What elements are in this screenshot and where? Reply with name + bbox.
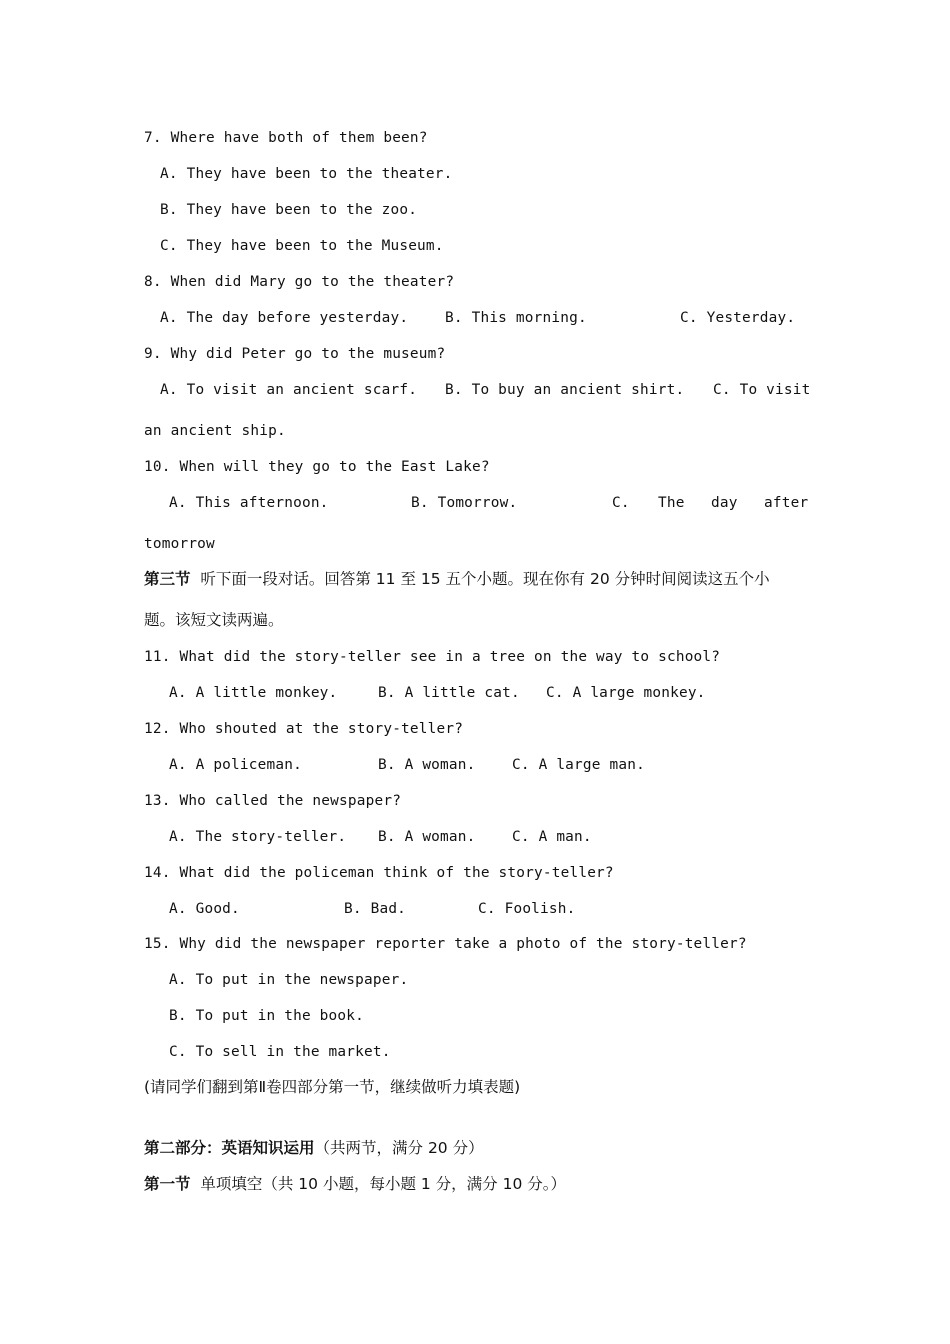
- section-1-heading: 第一节: [144, 1175, 191, 1193]
- question-11: 11. What did the story-teller see in a tree on the way to school?: [144, 649, 721, 665]
- question-12: 12. Who shouted at the story-teller?: [144, 721, 464, 737]
- option-15b: B. To put in the book.: [169, 1008, 365, 1024]
- option-11c: C. A large monkey.: [546, 685, 706, 701]
- option-12b: B. A woman.: [378, 757, 476, 773]
- option-13a: A. The story-teller.: [169, 829, 347, 845]
- option-14a: A. Good.: [169, 901, 240, 917]
- option-7a: A. They have been to the theater.: [160, 166, 453, 182]
- option-13c: C. A man.: [512, 829, 592, 845]
- question-9: 9. Why did Peter go to the museum?: [144, 346, 446, 362]
- instruction-note: (请同学们翻到第Ⅱ卷四部分第一节，继续做听力填表题): [144, 1078, 521, 1096]
- option-11b: B. A little cat.: [378, 685, 520, 701]
- option-8b: B. This morning.: [445, 310, 587, 326]
- section-1-title: [144, 1174, 566, 1194]
- option-8c: C. Yesterday.: [680, 310, 796, 326]
- option-10c-word: The: [658, 495, 685, 511]
- option-9b: B. To buy an ancient shirt.: [445, 382, 685, 398]
- section-1-text: 单项填空（共 10 小题，每小题 1 分，满分 10 分。）: [200, 1175, 566, 1193]
- part-2-title: [144, 1138, 484, 1158]
- question-8: 8. When did Mary go to the theater?: [144, 274, 455, 290]
- option-10b: B. Tomorrow.: [411, 495, 518, 511]
- section-3-text: 听下面一段对话。回答第 11 至 15 五个小题。现在你有 20 分钟时间阅读这五个小: [200, 570, 770, 588]
- option-10c-letter: C.: [612, 495, 630, 511]
- option-7c: C. They have been to the Museum.: [160, 238, 444, 254]
- option-11a: A. A little monkey.: [169, 685, 338, 701]
- option-9a: A. To visit an ancient scarf.: [160, 382, 418, 398]
- option-14c: C. Foolish.: [478, 901, 576, 917]
- option-12a: A. A policeman.: [169, 757, 302, 773]
- option-13b: B. A woman.: [378, 829, 476, 845]
- question-7: 7. Where have both of them been?: [144, 130, 428, 146]
- option-12c: C. A large man.: [512, 757, 645, 773]
- section-3-instructions: [144, 569, 770, 589]
- question-15: 15. Why did the newspaper reporter take a photo of the story-teller?: [144, 936, 747, 952]
- question-10: 10. When will they go to the East Lake?: [144, 459, 490, 475]
- option-10c-word: after: [764, 495, 809, 511]
- option-9c-part1: C. To visit: [713, 382, 811, 398]
- option-15a: A. To put in the newspaper.: [169, 972, 409, 988]
- question-13: 13. Who called the newspaper?: [144, 793, 402, 809]
- section-3-heading: 第三节: [144, 570, 191, 588]
- part-2-text: （共两节，满分 20 分）: [314, 1139, 484, 1157]
- option-10c-word: day: [711, 495, 738, 511]
- option-15c: C. To sell in the market.: [169, 1044, 391, 1060]
- option-14b: B. Bad.: [344, 901, 407, 917]
- question-14: 14. What did the policeman think of the story-teller?: [144, 865, 614, 881]
- option-10c-part2: tomorrow: [144, 536, 215, 552]
- option-7b: B. They have been to the zoo.: [160, 202, 418, 218]
- option-9c-part2: an ancient ship.: [144, 423, 286, 439]
- option-8a: A. The day before yesterday.: [160, 310, 409, 326]
- option-10a: A. This afternoon.: [169, 495, 329, 511]
- section-3-text-line2: 题。该短文读两遍。: [144, 611, 284, 629]
- part-2-heading: 第二部分：英语知识运用: [144, 1139, 315, 1157]
